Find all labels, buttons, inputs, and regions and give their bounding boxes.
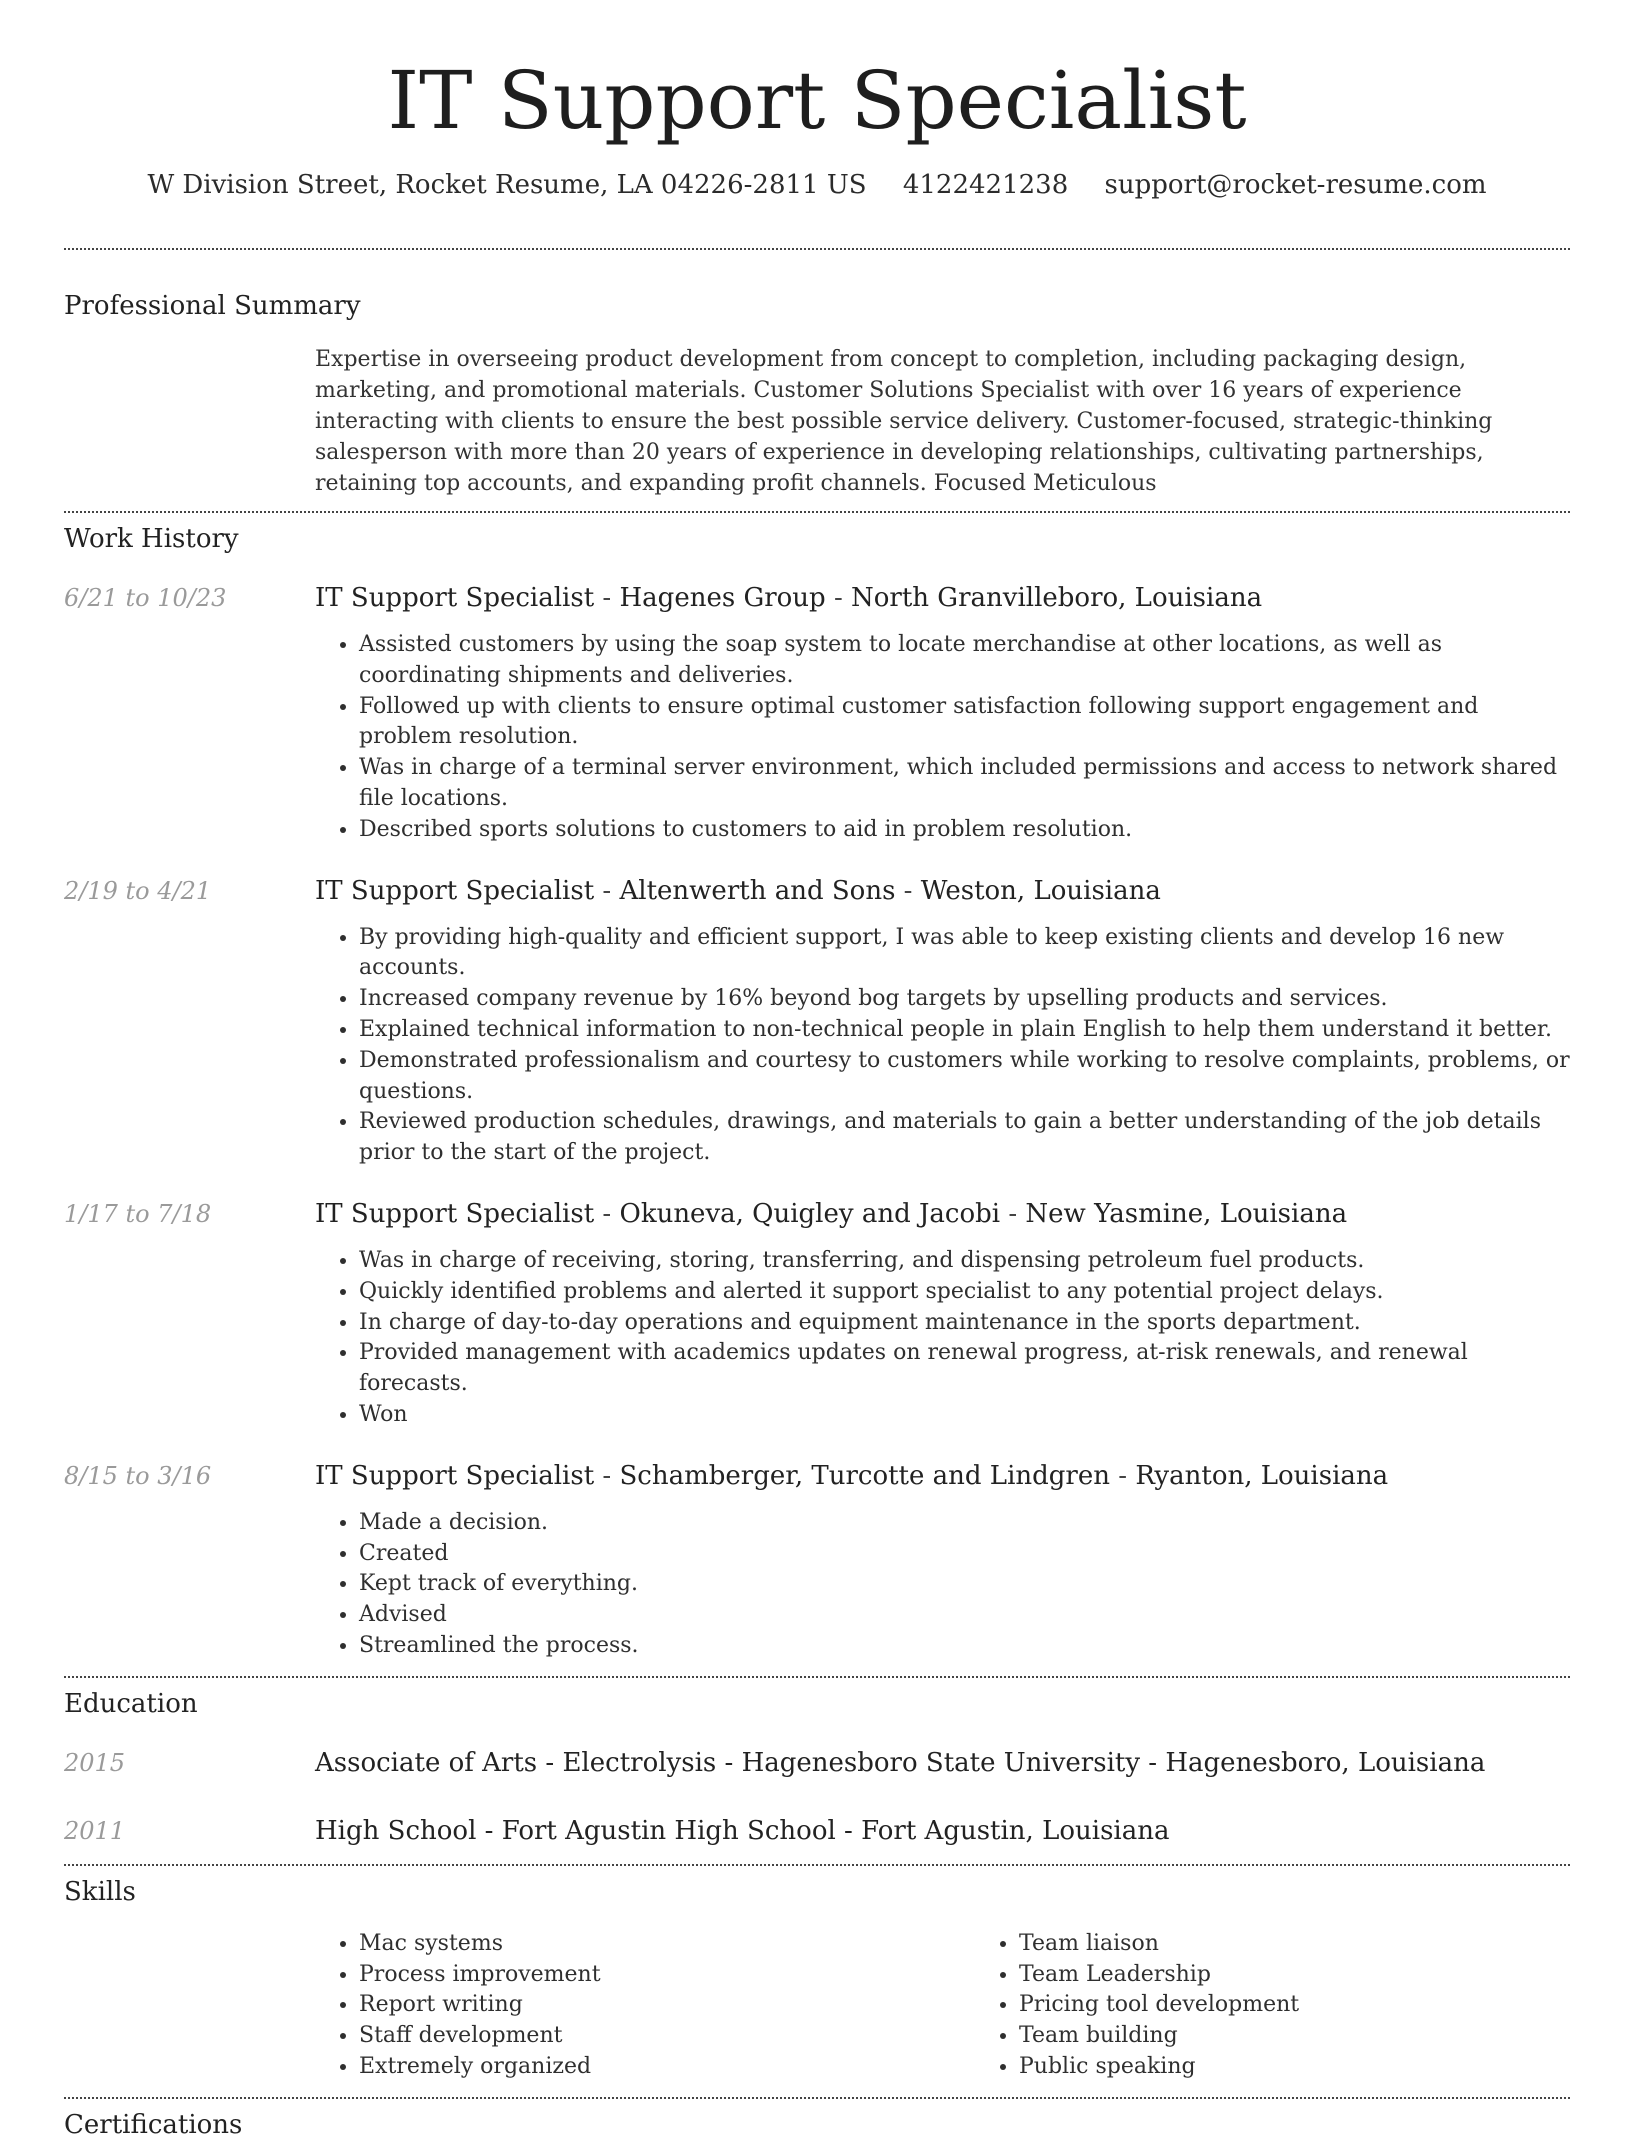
education-location: Hagenesboro, Louisiana bbox=[1165, 1747, 1486, 1778]
list-item: • Assisted customers by using the soap system to locate merchandise at other locations, as well as coordinating shipments and deliveries. bbox=[359, 630, 1570, 692]
list-item: • Quickly identified problems and alerted it support specialist to any potential project delays. bbox=[359, 1277, 1570, 1308]
job-title: IT Support Specialist - Schamberger, Turcotte and Lindgren - Ryanton, Louisiana bbox=[315, 1460, 1389, 1491]
job-company: Okuneva, Quigley and Jacobi bbox=[619, 1198, 1001, 1229]
job-list bbox=[64, 583, 1570, 1662]
skills-columns bbox=[315, 1929, 1632, 2083]
contact-line bbox=[64, 170, 1570, 200]
job-entry bbox=[64, 583, 1570, 846]
work-history-section bbox=[64, 524, 1570, 1662]
education-degree: Associate of Arts - Electrolysis bbox=[315, 1747, 717, 1778]
education-line: High School - Fort Agustin High School - Fort Agustin, Louisiana bbox=[315, 1815, 1170, 1846]
job-location: Ryanton, Louisiana bbox=[1135, 1460, 1389, 1491]
list-item: • Described sports solutions to customers to aid in problem resolution. bbox=[359, 815, 1570, 846]
job-dates: 8/15 to 3/16 bbox=[64, 1461, 212, 1490]
job-entry bbox=[64, 1199, 1570, 1431]
section-title-skills: Skills bbox=[64, 1876, 136, 1907]
list-item: • Kept track of everything. bbox=[359, 1569, 1570, 1600]
job-title: IT Support Specialist - Altenwerth and Sons - Weston, Louisiana bbox=[315, 875, 1161, 906]
job-entry bbox=[64, 876, 1570, 1169]
list-item: • Public speaking bbox=[1019, 2052, 1632, 2083]
education-degree: High School bbox=[315, 1815, 477, 1846]
skills-section bbox=[64, 1877, 1570, 2083]
section-title-work-history: Work History bbox=[64, 524, 239, 554]
job-bullets bbox=[315, 1508, 1570, 1662]
list-item: • Provided management with academics updates on renewal progress, at-risk renewals, and renewal forecasts. bbox=[359, 1338, 1570, 1400]
certifications-section bbox=[64, 2110, 1570, 2140]
education-year: 2011 bbox=[64, 1816, 126, 1845]
job-role: IT Support Specialist bbox=[315, 1460, 595, 1491]
divider bbox=[64, 248, 1570, 250]
list-item: • Created bbox=[359, 1539, 1570, 1570]
job-dates: 1/17 to 7/18 bbox=[64, 1199, 212, 1228]
education-year: 2015 bbox=[64, 1748, 126, 1777]
job-bullets bbox=[315, 923, 1570, 1169]
education-entry bbox=[64, 1748, 1570, 1778]
job-bullets bbox=[315, 630, 1570, 846]
job-title: IT Support Specialist - Hagenes Group - North Granvilleboro, Louisiana bbox=[315, 583, 1263, 613]
job-role: IT Support Specialist bbox=[315, 1198, 595, 1229]
job-company: Hagenes Group bbox=[619, 583, 826, 613]
list-item: • Report writing bbox=[359, 1990, 975, 2021]
divider bbox=[64, 1864, 1570, 1866]
divider bbox=[64, 511, 1570, 513]
job-bullets bbox=[315, 1246, 1570, 1431]
skills-list-left bbox=[315, 1929, 975, 2083]
job-location: North Granvilleboro, Louisiana bbox=[851, 583, 1263, 613]
list-item: • Extremely organized bbox=[359, 2052, 975, 2083]
job-location: New Yasmine, Louisiana bbox=[1025, 1198, 1348, 1229]
resume-name: IT Support Specialist bbox=[387, 54, 1247, 147]
divider bbox=[64, 2097, 1570, 2099]
job-role: IT Support Specialist bbox=[315, 583, 595, 613]
education-school: Fort Agustin High School bbox=[501, 1815, 836, 1846]
list-item: • Won bbox=[359, 1400, 1570, 1431]
job-company: Schamberger, Turcotte and Lindgren bbox=[619, 1460, 1110, 1491]
list-item: • Staff development bbox=[359, 2021, 975, 2052]
job-company: Altenwerth and Sons bbox=[619, 875, 896, 906]
list-item: • Was in charge of a terminal server environment, which included permissions and access to network shared file locations. bbox=[359, 753, 1570, 815]
list-item: • By providing high-quality and efficient support, I was able to keep existing clients and develop 16 new accounts. bbox=[359, 923, 1570, 985]
list-item: • Followed up with clients to ensure optimal customer satisfaction following support engagement and problem resolution. bbox=[359, 692, 1570, 754]
list-item: • Reviewed production schedules, drawings, and materials to gain a better understanding of the job details prior to the start of the project. bbox=[359, 1107, 1570, 1169]
job-role: IT Support Specialist bbox=[315, 875, 595, 906]
job-dates: 2/19 to 4/21 bbox=[64, 876, 212, 905]
education-line: Associate of Arts - Electrolysis - Hagenesboro State University - Hagenesboro, Louisiana bbox=[315, 1747, 1486, 1778]
list-item: • Pricing tool development bbox=[1019, 1990, 1632, 2021]
list-item: • Team building bbox=[1019, 2021, 1632, 2052]
summary-text: Expertise in overseeing product development from concept to completion, including packaging design, marketing, and promotional materials. Customer Solutions Specialist with over 16 years of experience interacting with clients to ensure the best possible service delivery. Customer-focused, strategic-thinking salesperson with more than 20 years of experience in developing relationships, cultivating partnerships, retaining top accounts, and expanding profit channels. Focused Meticulous bbox=[315, 347, 1493, 496]
job-entry bbox=[64, 1461, 1570, 1662]
contact-phone: 4122421238 bbox=[902, 170, 1069, 200]
job-title: IT Support Specialist - Okuneva, Quigley and Jacobi - New Yasmine, Louisiana bbox=[315, 1198, 1348, 1229]
section-title-education: Education bbox=[64, 1688, 198, 1719]
education-entry bbox=[64, 1816, 1570, 1846]
list-item: • Explained technical information to non-technical people in plain English to help them understand it better. bbox=[359, 1015, 1570, 1046]
list-item: • Team liaison bbox=[1019, 1929, 1632, 1960]
list-item: • Process improvement bbox=[359, 1960, 975, 1991]
list-item: • Team Leadership bbox=[1019, 1960, 1632, 1991]
education-school: Hagenesboro State University bbox=[741, 1747, 1141, 1778]
skills-list-right bbox=[975, 1929, 1632, 2083]
job-dates: 6/21 to 10/23 bbox=[64, 584, 227, 612]
list-item: • Demonstrated professionalism and courtesy to customers while working to resolve complaints, problems, or questions. bbox=[359, 1046, 1570, 1108]
summary-section bbox=[64, 291, 1570, 499]
contact-email: support@rocket-resume.com bbox=[1104, 170, 1487, 200]
job-location: Weston, Louisiana bbox=[920, 875, 1161, 906]
contact-address: W Division Street, Rocket Resume, LA 04226-2811 US bbox=[147, 170, 867, 200]
list-item: • Advised bbox=[359, 1600, 1570, 1631]
list-item: • Mac systems bbox=[359, 1929, 975, 1960]
education-location: Fort Agustin, Louisiana bbox=[861, 1815, 1170, 1846]
list-item: • Streamlined the process. bbox=[359, 1631, 1570, 1662]
education-section bbox=[64, 1689, 1570, 1846]
list-item: • Increased company revenue by 16% beyond bog targets by upselling products and services. bbox=[359, 984, 1570, 1015]
resume-page bbox=[64, 0, 1570, 2140]
list-item: • In charge of day-to-day operations and equipment maintenance in the sports department. bbox=[359, 1308, 1570, 1339]
list-item: • Was in charge of receiving, storing, transferring, and dispensing petroleum fuel products. bbox=[359, 1246, 1570, 1277]
section-title-summary: Professional Summary bbox=[64, 291, 361, 321]
list-item: • Made a decision. bbox=[359, 1508, 1570, 1539]
divider bbox=[64, 1676, 1570, 1678]
section-title-certifications: Certifications bbox=[64, 2109, 243, 2140]
